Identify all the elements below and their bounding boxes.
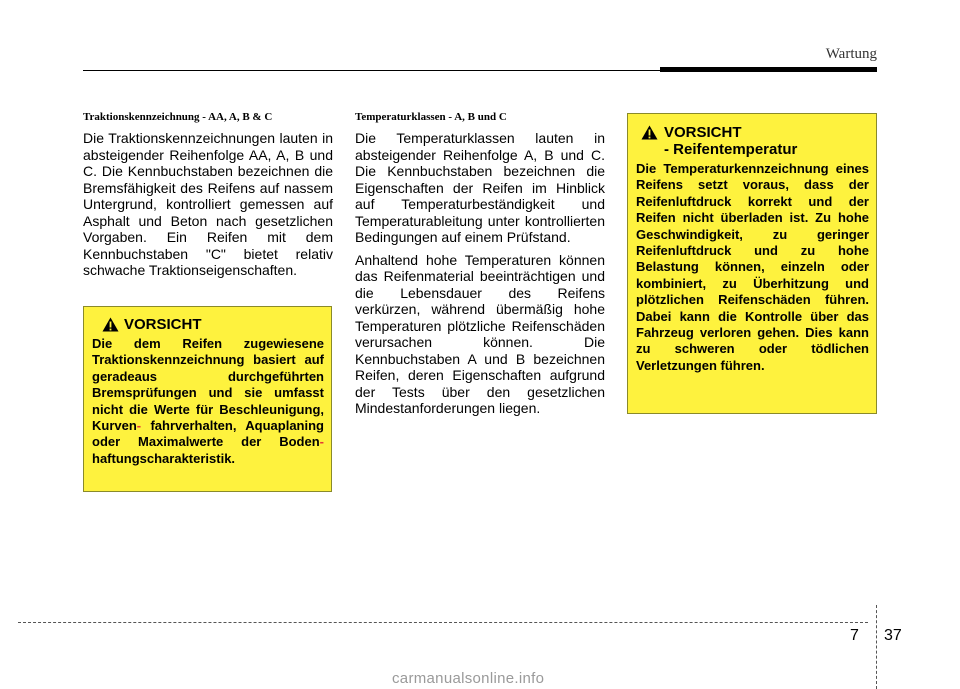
chapter-number: 7 <box>850 627 859 644</box>
warning-triangle-icon <box>641 125 658 140</box>
page-number: 37 <box>884 627 902 644</box>
traction-warning-text <box>92 336 324 467</box>
temperature-warning-title-line2: - Reifentemperatur <box>664 141 798 158</box>
section-title: Wartung <box>825 46 877 62</box>
traction-warning-text-3: haftungscharakteristik. <box>92 450 236 466</box>
left-body <box>83 130 333 285</box>
temperature-warning-title-line1: VORSICHT <box>664 124 742 141</box>
warning-triangle-icon <box>102 317 119 332</box>
middle-paragraph-2: Anhaltend hohe Temperaturen können das Reifenmaterial beeinträchtigen und die Lebensdauer des Reifens verkürzen, während übermäßig hohe Temperaturen plötzliche Reifenschäden verursachen können. Die Kennbuchstaben A und B bezeichnen Reifen, deren Eigenschaften aufgrund der Tests über den gesetzlichen Mindestanforderungen liegen. <box>355 251 605 416</box>
temperature-warning-title <box>664 124 797 158</box>
middle-paragraph-1: Die Temperaturklassen lauten in absteigender Reihenfolge A, B und C. Die Kennbuchstaben bezeichnen die Eigenschaften der Reifen im Hinblick auf Temperaturbeständigkeit und Temperaturableitung unter kontrollierten Bedingungen auf einem Prüfstand. <box>355 130 605 245</box>
left-heading: Traktionskennzeichnung - AA, A, B & C <box>83 111 273 123</box>
traction-warning-title: VORSICHT <box>124 316 202 333</box>
traction-warning-header <box>92 316 324 333</box>
hyphen-mark: - <box>319 434 324 450</box>
traction-warning-text-2: fahrverhalten, Aquaplaning oder Maximalwerte der Boden <box>92 418 324 450</box>
temperature-warning-header <box>636 124 869 158</box>
traction-warning-text-1: Die dem Reifen zugewiesene Traktionskennzeichnung basiert auf geradeaus durchgeführten Bremsprüfungen und sie umfasst nicht die Werte für Beschleunigung, Kurven <box>92 336 324 434</box>
middle-body <box>355 130 605 423</box>
temperature-warning-text: Die Temperaturkennzeichnung eines Reifens setzt voraus, dass der Reifenluftdruck korrekt und der Reifen nicht überladen ist. Zu hohe Geschwindigkeit, zu geringer Reifenluftdruck und zu hohe Belastung können, einzeln oder kombiniert, zu Überhitzung und plötzlichen Reifenschäden führen. Dabei kann die Kontrolle über das Fahrzeug verloren gehen. Dies kann zu schweren oder tödlichen Verletzungen führen. <box>636 161 869 373</box>
page-divider <box>876 605 877 689</box>
middle-heading: Temperaturklassen - A, B und C <box>355 111 507 123</box>
traction-warning-box <box>83 306 332 492</box>
hyphen-mark: - <box>136 418 142 434</box>
temperature-warning-box <box>627 113 877 414</box>
footer-rule <box>18 622 868 623</box>
header-accent-bar <box>660 67 877 72</box>
left-paragraph: Die Traktionskennzeichnungen lauten in absteigender Reihenfolge AA, A, B und C. Die Kennbuchstaben bezeichnen die Bremsfähigkeit des Reifens auf nassem Untergrund, kontrolliert gemessen auf Asphalt und Beton nach gesetzlichen Vorgaben. Ein Reifen mit dem Kennbuchstaben "C" bietet relativ schwache Traktionseigenschaften. <box>83 130 333 278</box>
watermark: carmanualsonline.info <box>392 670 545 687</box>
